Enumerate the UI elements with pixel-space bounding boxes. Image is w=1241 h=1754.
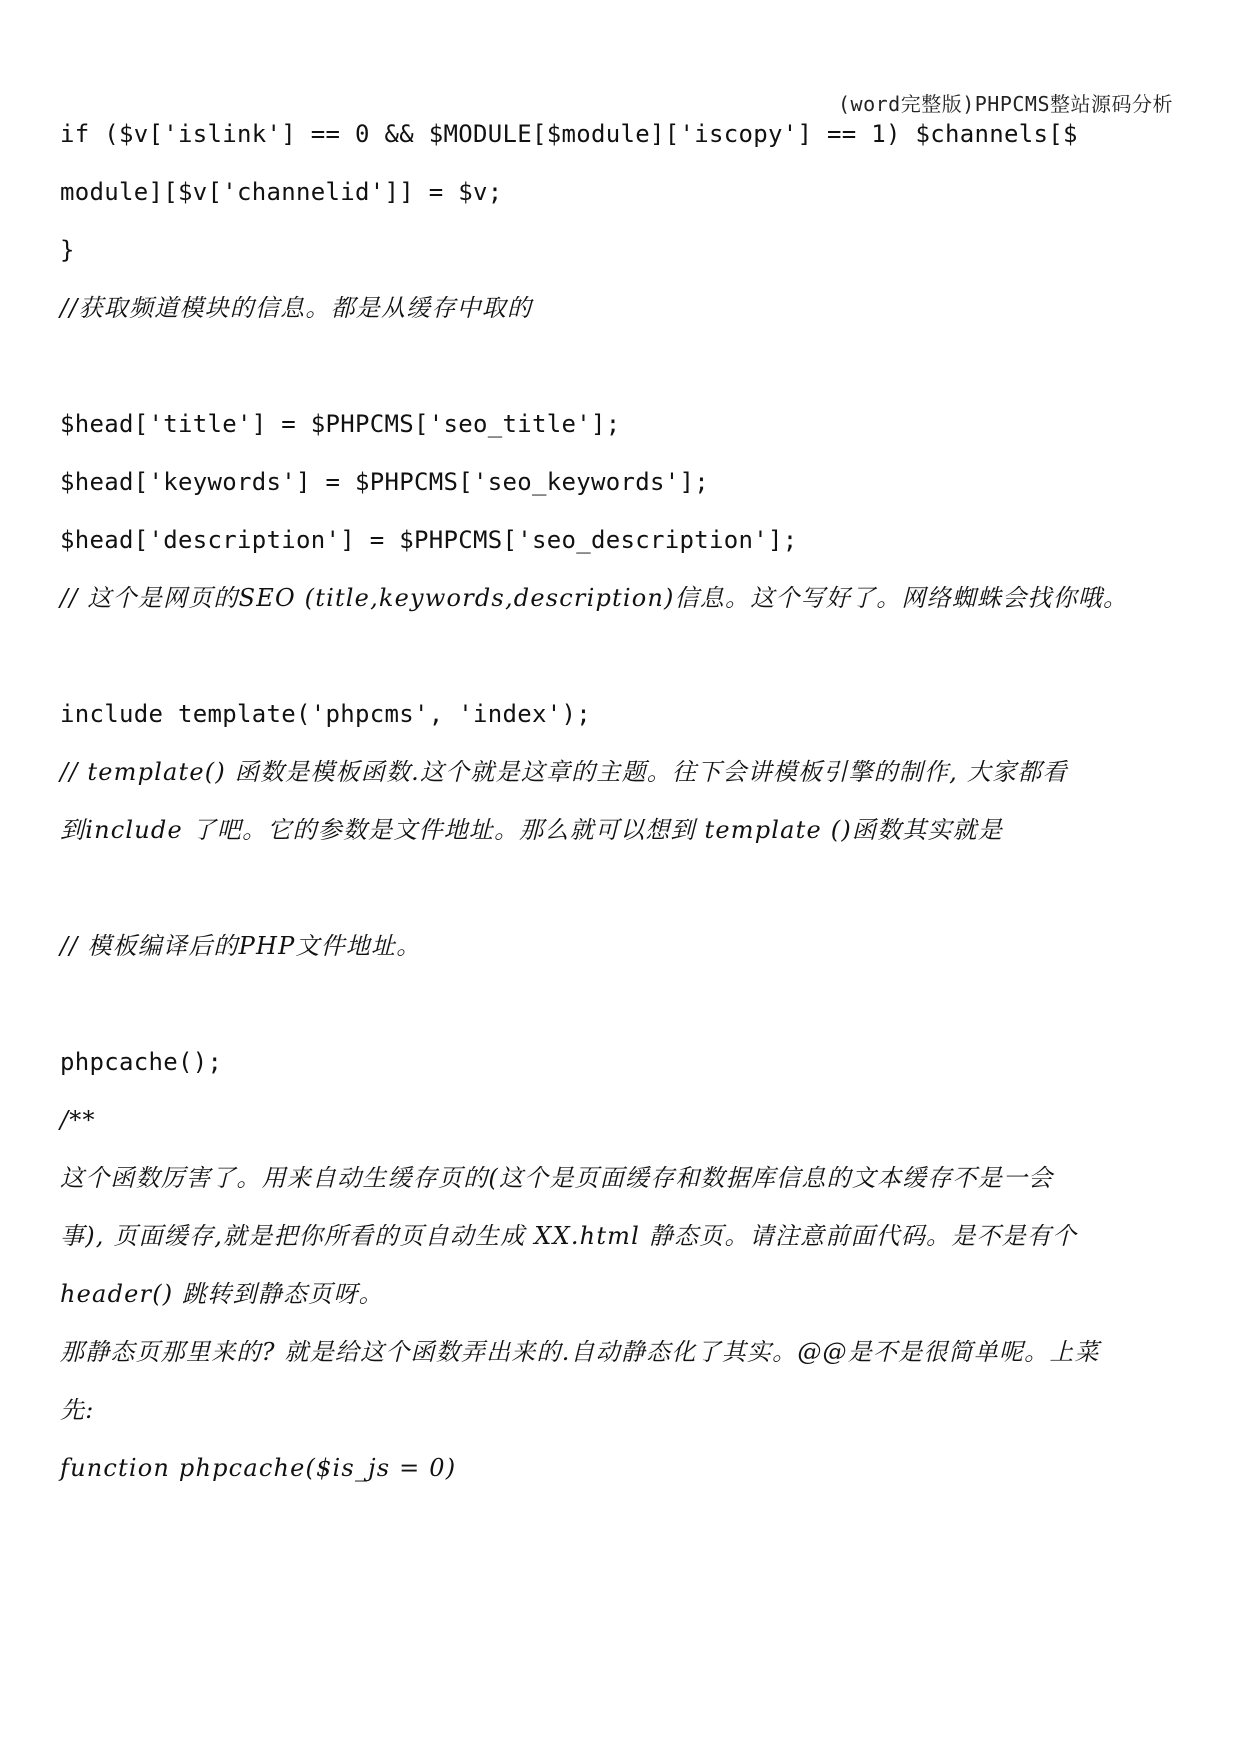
code-line-phpcache-call: phpcache(); (60, 1048, 223, 1076)
code-line-closing-brace: } (60, 236, 75, 264)
comment-line-compiled-php: // 模板编译后的PHP文件地址。 (60, 932, 422, 960)
comment-line-template-function: // template() 函数是模板函数.这个就是这章的主题。往下会讲模板引擎的制作, 大家都看 (60, 758, 1068, 786)
comment-line-phpcache-desc-1: 这个函数厉害了。用来自动生缓存页的(这个是页面缓存和数据库信息的文本缓存不是一会 (60, 1164, 1054, 1192)
code-line-if-islink: if ($v['islink'] == 0 && $MODULE[$module]['iscopy'] == 1) $channels[$ (60, 120, 1078, 148)
code-line-head-keywords: $head['keywords'] = $PHPCMS['seo_keywords']; (60, 468, 709, 496)
comment-line-channel-info: //获取频道模块的信息。都是从缓存中取的 (60, 294, 533, 322)
comment-open-line: /** (60, 1106, 96, 1134)
comment-line-seo: // 这个是网页的SEO (title,keywords,description)信息。这个写好了。网络蜘蛛会找你哦。 (60, 584, 1129, 612)
code-line-channels-assign: module][$v['channelid']] = $v; (60, 178, 503, 206)
code-line-include-template: include template('phpcms', 'index'); (60, 700, 591, 728)
code-line-function-phpcache: function phpcache($is_js = 0) (60, 1454, 457, 1482)
code-line-head-description: $head['description'] = $PHPCMS['seo_description']; (60, 526, 798, 554)
code-line-head-title: $head['title'] = $PHPCMS['seo_title']; (60, 410, 621, 438)
comment-line-header-redirect: header() 跳转到静态页呀。 (60, 1280, 384, 1308)
comment-line-include-path: 到include 了吧。它的参数是文件地址。那么就可以想到 template ()函数其实就是 (60, 816, 1004, 844)
comment-line-static-page: 那静态页那里来的? 就是给这个函数弄出来的.自动静态化了其实。@@是不是很简单呢。上菜 (60, 1338, 1100, 1366)
page-header: (word完整版)PHPCMS整站源码分析 (838, 92, 1173, 116)
comment-line-phpcache-desc-2: 事), 页面缓存,就是把你所看的页自动生成 XX.html 静态页。请注意前面代码。是不是有个 (60, 1222, 1078, 1250)
comment-line-first: 先: (60, 1396, 95, 1424)
